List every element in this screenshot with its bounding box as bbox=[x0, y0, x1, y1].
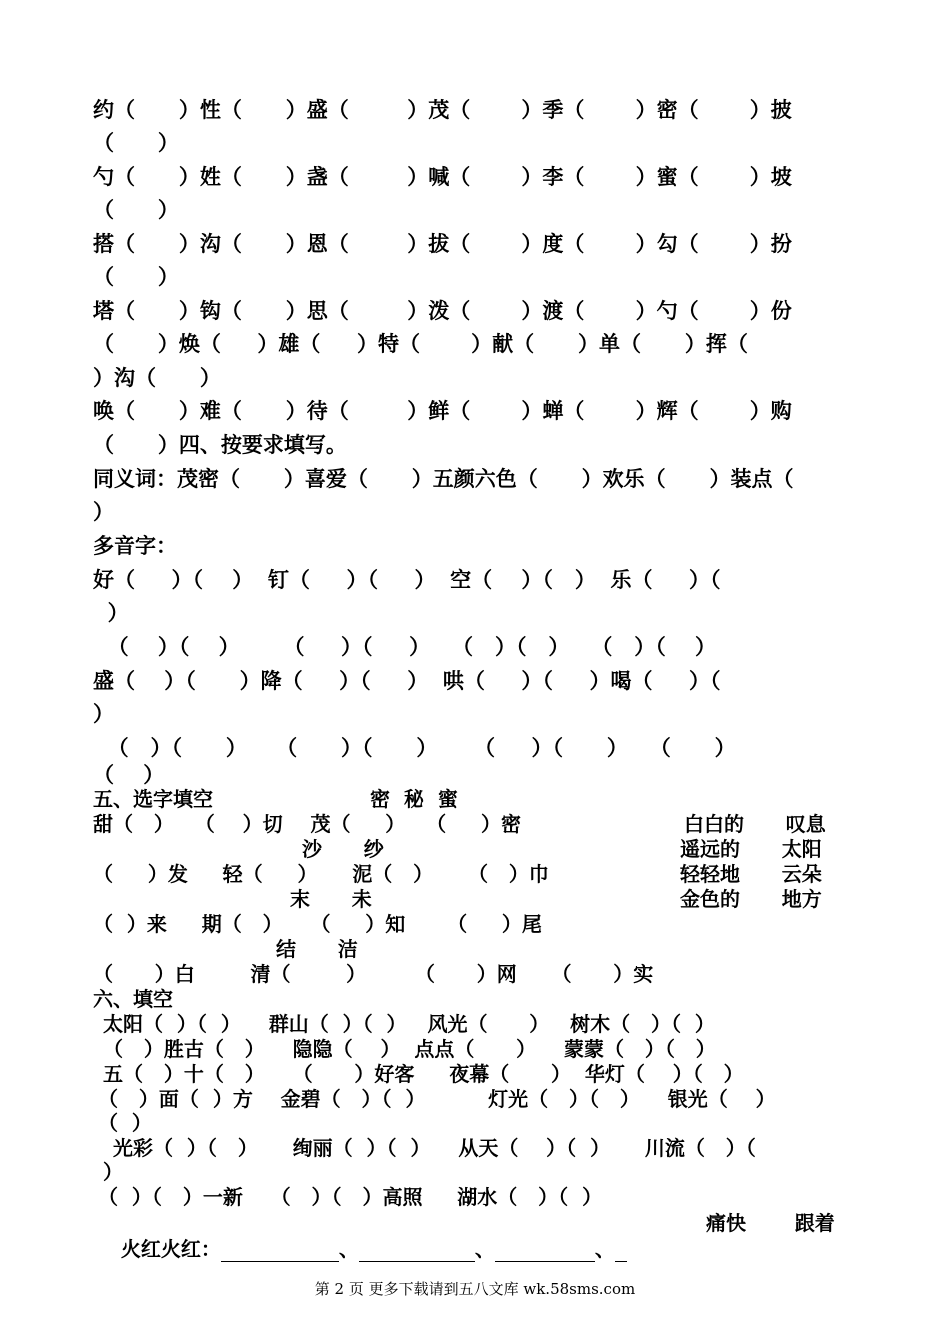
char-row-3: 搭（ ）沟（ ）恩（ ）拔（ ）度（ ）勾（ ）扮 bbox=[93, 231, 792, 256]
idiom-row-4: （ ）面（ ）方 金碧（ ）（ ） 灯光（ ）（ ） 银光（ ） bbox=[98, 1087, 776, 1111]
choice-options-3: 末 未 bbox=[290, 887, 372, 911]
match-pair-2: 遥远的 太阳 bbox=[680, 837, 822, 861]
match-pair-3: 轻轻地 云朵 bbox=[680, 862, 822, 886]
section-4-heading: （ ）四、按要求填写。 bbox=[93, 432, 347, 457]
choice-row-2: （ ）发 轻（ ） 泥（ ） （ ）巾 bbox=[93, 862, 549, 886]
idiom-row-2: （ ）胜古（ ） 隐隐（ ） 点点（ ） 蒙蒙（ ）（ ） bbox=[103, 1037, 716, 1061]
answer-blank-2[interactable] bbox=[359, 1241, 475, 1262]
synonym-row-wrap: ） bbox=[93, 499, 114, 524]
polyphone-heading: 多音字： bbox=[93, 533, 177, 558]
char-row-3-wrap: （ ） bbox=[93, 264, 179, 289]
synonym-row: 同义词：茂密（ ）喜爱（ ）五颜六色（ ）欢乐（ ）装点（ bbox=[93, 466, 794, 491]
polyphone-row-4-wrap: （ ） bbox=[93, 762, 165, 787]
char-row-1: 约（ ）性（ ）盛（ ）茂（ ）季（ ）密（ ）披 bbox=[93, 97, 792, 122]
char-row-2-wrap: （ ） bbox=[93, 197, 179, 222]
idiom-row-3: 五（ ）十（ ） （ ）好客 夜幕（ ） 华灯（ ）（ ） bbox=[103, 1062, 744, 1086]
reduplication-label: 火红火红： bbox=[120, 1237, 221, 1261]
answer-blank-3[interactable] bbox=[495, 1241, 595, 1262]
char-row-5-wrap: ）沟（ ） bbox=[93, 365, 221, 390]
char-row-4: 塔（ ）钩（ ）思（ ）泼（ ）渡（ ）勺（ ）份 bbox=[93, 298, 792, 323]
polyphone-row-1: 好（ ）（ ） 钉（ ）（ ） 空（ ）（ ） 乐（ ）（ bbox=[93, 567, 721, 592]
blank-separator: 、 bbox=[338, 1237, 359, 1261]
match-pair-4: 金色的 地方 bbox=[680, 887, 822, 911]
idiom-row-5-wrap: ） bbox=[103, 1160, 123, 1184]
blank-separator: 、 bbox=[474, 1237, 495, 1261]
polyphone-row-1-wrap: ） bbox=[93, 600, 129, 625]
choice-options-1: 密 秘 蜜 bbox=[370, 787, 458, 811]
polyphone-row-3-wrap: ） bbox=[93, 701, 114, 726]
answer-blank-1[interactable] bbox=[221, 1241, 339, 1262]
choice-options-2: 沙 纱 bbox=[302, 837, 384, 861]
char-row-5: （ ）焕（ ）雄（ ）特（ ）献（ ）单（ ）挥（ bbox=[93, 331, 748, 356]
page-footer: 第 2 页 更多下载请到五八文库 wk.58sms.com bbox=[314, 1280, 636, 1298]
match-pair-1: 白白的 叹息 bbox=[684, 812, 826, 836]
idiom-row-4-wrap: （ ） bbox=[98, 1111, 152, 1135]
choice-row-1: 甜（ ） （ ）切 茂（ ） （ ）密 bbox=[93, 812, 521, 836]
section-6-heading: 六、填空 bbox=[93, 987, 173, 1011]
idiom-row-6: （ ）（ ）一新 （ ）（ ）高照 湖水（ ）（ ） bbox=[98, 1185, 603, 1209]
reduplication-row bbox=[93, 1210, 627, 1288]
idiom-row-5: 光彩（ ）（ ） 绚丽（ ）（ ） 从天（ ）（ ） 川流（ ）（ bbox=[113, 1136, 756, 1160]
answer-blank-4[interactable] bbox=[615, 1241, 627, 1262]
choice-row-3: （ ）来 期（ ） （ ）知 （ ）尾 bbox=[93, 912, 542, 936]
word-choice-pair: 痛快 跟着 bbox=[706, 1211, 835, 1235]
blank-separator: 、 bbox=[594, 1237, 615, 1261]
polyphone-row-4: （ ）（ ） （ ）（ ） （ ）（ ） （ ） bbox=[93, 735, 736, 760]
char-row-1-wrap: （ ） bbox=[93, 130, 179, 155]
char-row-2: 勺（ ）姓（ ）盏（ ）喊（ ）李（ ）蜜（ ）坡 bbox=[93, 164, 792, 189]
choice-row-4: （ ）白 清（ ） （ ）网 （ ）实 bbox=[93, 962, 654, 986]
idiom-row-1: 太阳（ ）（ ） 群山（ ）（ ） 风光（ ） 树木（ ）（ ） bbox=[103, 1012, 715, 1036]
char-row-6: 唤（ ）难（ ）待（ ）鲜（ ）蝉（ ）辉（ ）购 bbox=[93, 398, 792, 423]
polyphone-row-3: 盛（ ）（ ）降（ ）（ ） 哄（ ）（ ）喝（ ）（ bbox=[93, 668, 721, 693]
choice-options-4: 结 洁 bbox=[276, 937, 358, 961]
polyphone-row-2: （ ）（ ） （ ）（ ） （ ）（ ） （ ）（ ） bbox=[93, 634, 716, 659]
section-5-heading: 五、选字填空 bbox=[93, 787, 213, 811]
